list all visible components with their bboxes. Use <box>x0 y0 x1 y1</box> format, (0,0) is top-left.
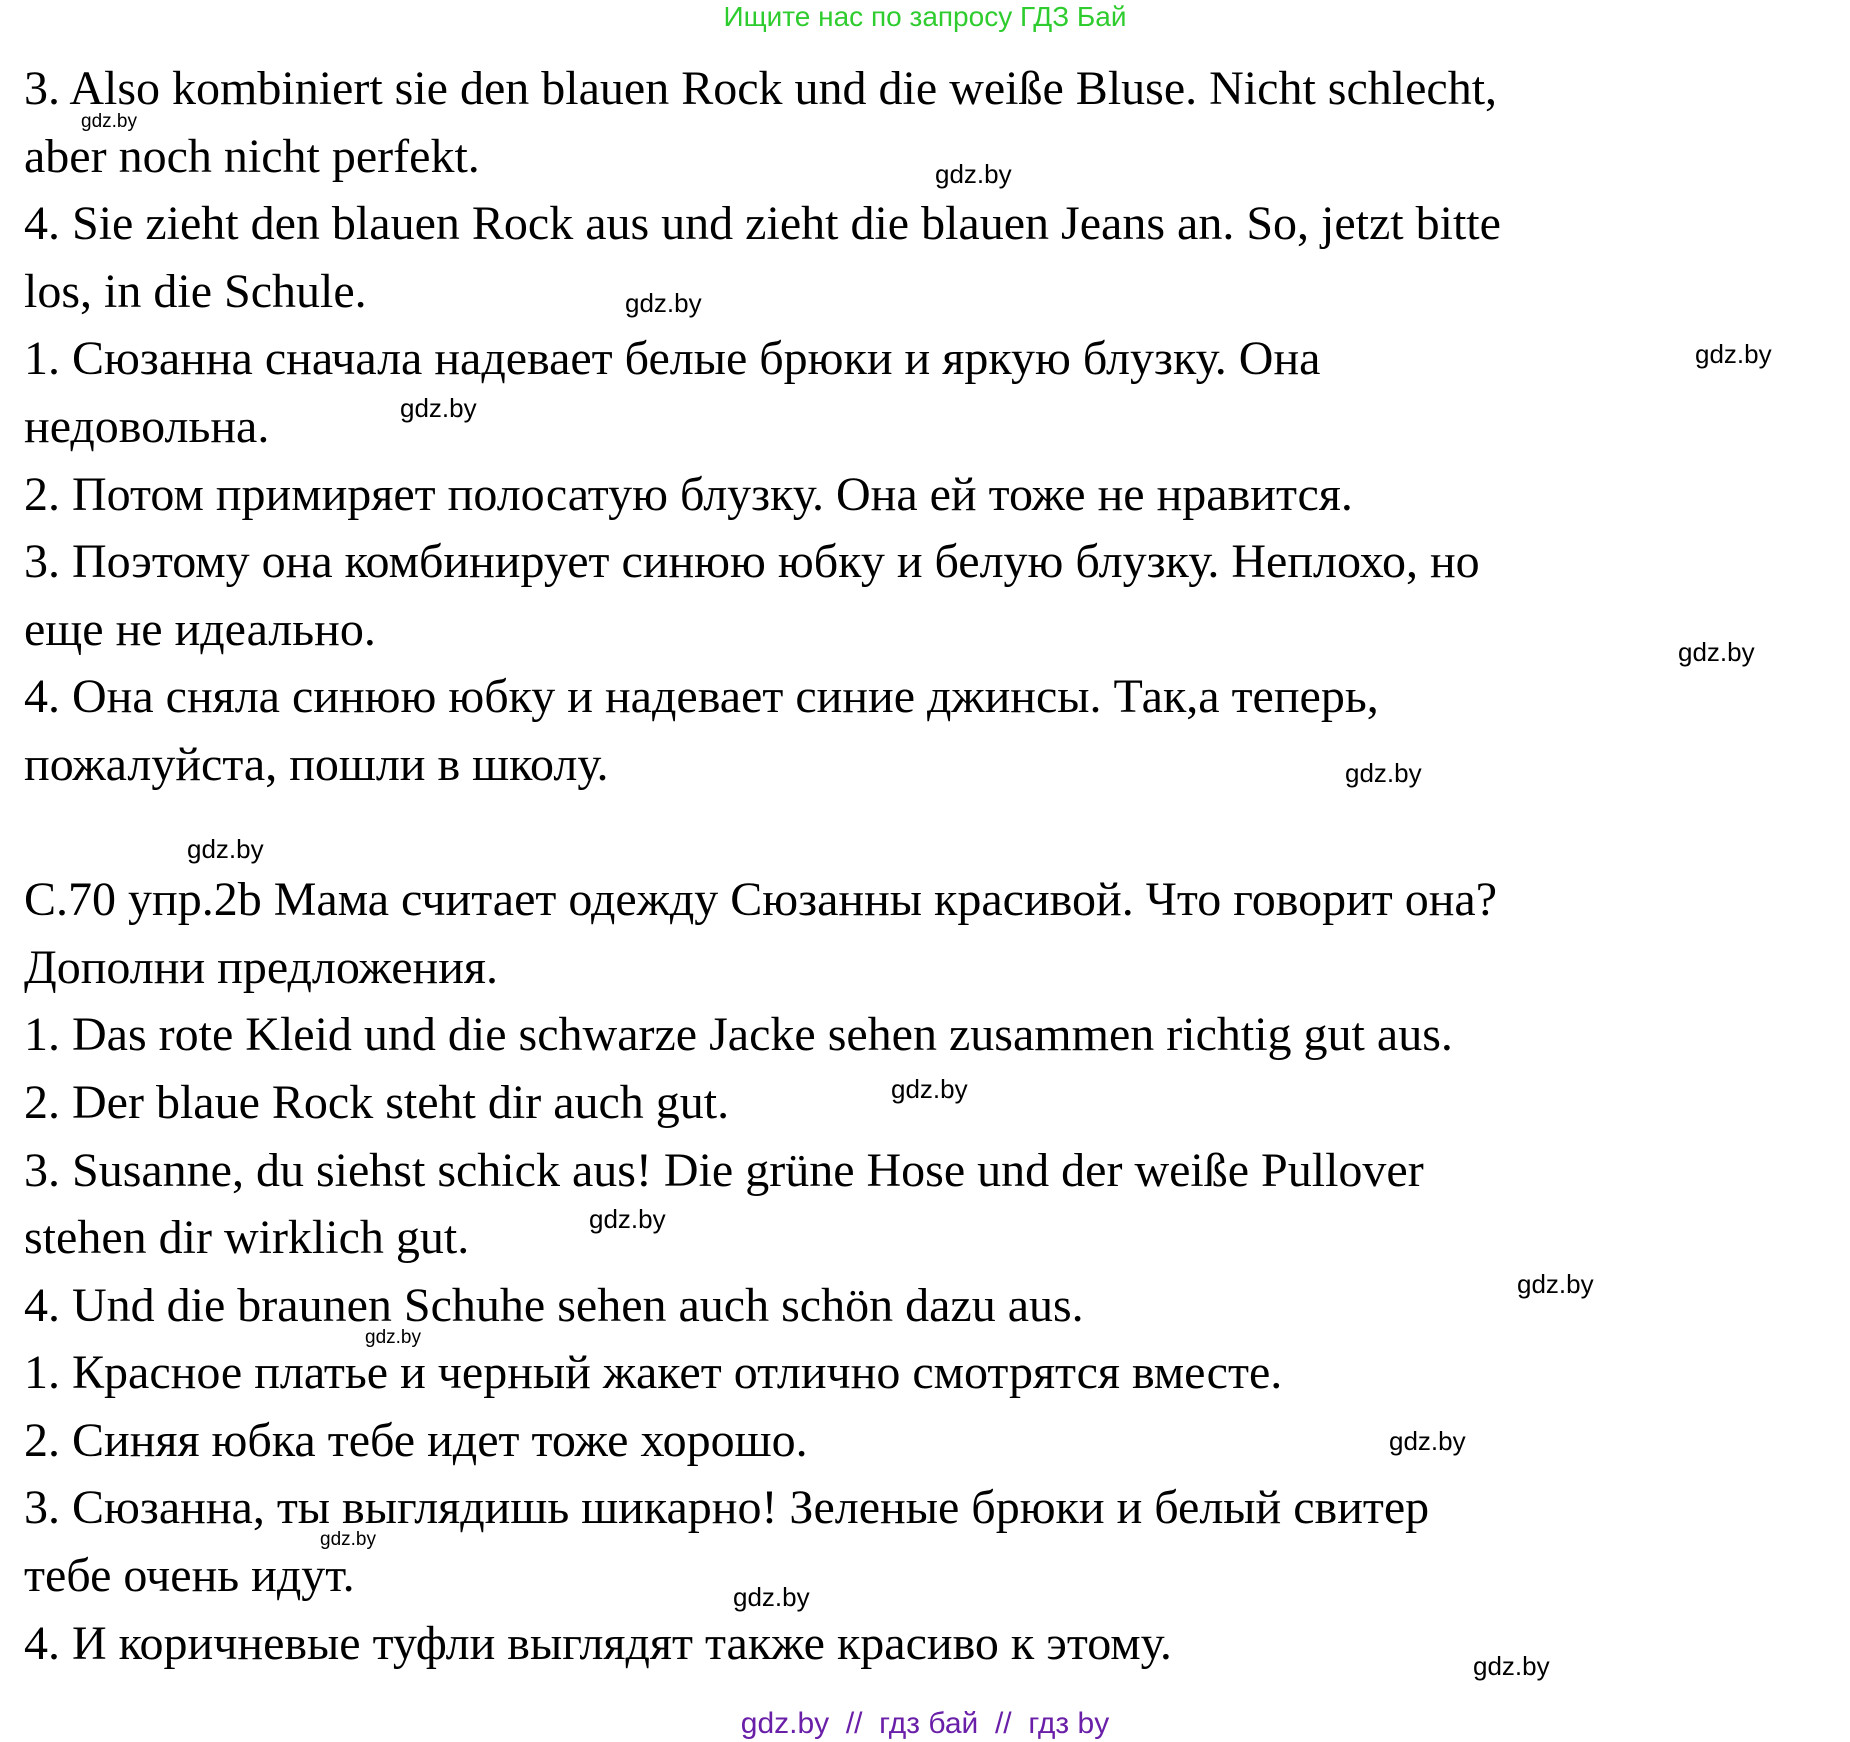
text-line: пожалуйста, пошли в школу. <box>24 737 609 791</box>
text-line: 1. Красное платье и черный жакет отлично смотрятся вместе. <box>24 1346 1283 1400</box>
text-line: 3. Сюзанна, ты выглядишь шикарно! Зеленые брюки и белый свитер <box>24 1481 1430 1535</box>
footer-links: gdz.by // гдз бай // гдз by <box>740 1707 1110 1740</box>
text-line: 4. Она сняла синюю юбку и надевает синие джинсы. Так,а теперь, <box>24 670 1379 724</box>
text-line: 4. Und die braunen Schuhe sehen auch schön dazu aus. <box>24 1278 1084 1332</box>
text-line: недовольна. <box>24 399 270 453</box>
watermark: gdz.by <box>1389 1426 1466 1456</box>
watermark: gdz.by <box>187 834 264 864</box>
text-line: тебе очень идут. <box>24 1549 355 1603</box>
text-line: 1. Das rote Kleid und die schwarze Jacke sehen zusammen richtig gut aus. <box>24 1008 1453 1062</box>
watermark: gdz.by <box>625 288 702 318</box>
watermark: gdz.by <box>891 1074 968 1104</box>
exercise-heading: Дополни предложения. <box>24 940 498 994</box>
exercise-heading: С.70 упр.2b Мама считает одежду Сюзанны красивой. Что говорит она? <box>24 873 1498 927</box>
watermark: gdz.by <box>365 1327 421 1348</box>
header-banner: Ищите нас по запросу ГДЗ Бай <box>723 1 1127 32</box>
text-line: 2. Der blaue Rock steht dir auch gut. <box>24 1075 730 1129</box>
text-line: 3. Поэтому она комбинирует синюю юбку и белую блузку. Неплохо, но <box>24 535 1480 589</box>
text-line: 2. Синяя юбка тебе идет тоже хорошо. <box>24 1413 808 1467</box>
watermark: gdz.by <box>935 159 1012 189</box>
text-line: los, in die Schule. <box>24 264 367 318</box>
watermark: gdz.by <box>320 1529 376 1550</box>
watermark: gdz.by <box>733 1582 810 1612</box>
text-line: 3. Also kombiniert sie den blauen Rock und die weiße Bluse. Nicht schlecht, <box>24 62 1498 115</box>
watermark: gdz.by <box>1695 339 1772 369</box>
text-line: 4. И коричневые туфли выглядят также красиво к этому. <box>24 1616 1172 1670</box>
watermark: gdz.by <box>1678 637 1755 667</box>
watermark: gdz.by <box>81 111 137 132</box>
text-line: 4. Sie zieht den blauen Rock aus und zieht die blauen Jeans an. So, jetzt bitte <box>24 197 1501 251</box>
text-line: еще не идеально. <box>24 602 376 656</box>
watermark: gdz.by <box>1473 1651 1550 1681</box>
watermark: gdz.by <box>589 1204 666 1234</box>
text-line: 2. Потом примиряет полосатую блузку. Она ей тоже не нравится. <box>24 467 1353 521</box>
text-line: 1. Сюзанна сначала надевает белые брюки и яркую блузку. Она <box>24 332 1321 386</box>
watermark: gdz.by <box>1345 758 1422 788</box>
document-body <box>24 55 1501 1677</box>
text-line: 3. Susanne, du siehst schick aus! Die grüne Hose und der weiße Pullover <box>24 1143 1424 1197</box>
watermark: gdz.by <box>1517 1269 1594 1299</box>
text-line: aber noch nicht perfekt. <box>24 129 480 183</box>
text-line: stehen dir wirklich gut. <box>24 1211 470 1265</box>
watermark: gdz.by <box>400 393 477 423</box>
